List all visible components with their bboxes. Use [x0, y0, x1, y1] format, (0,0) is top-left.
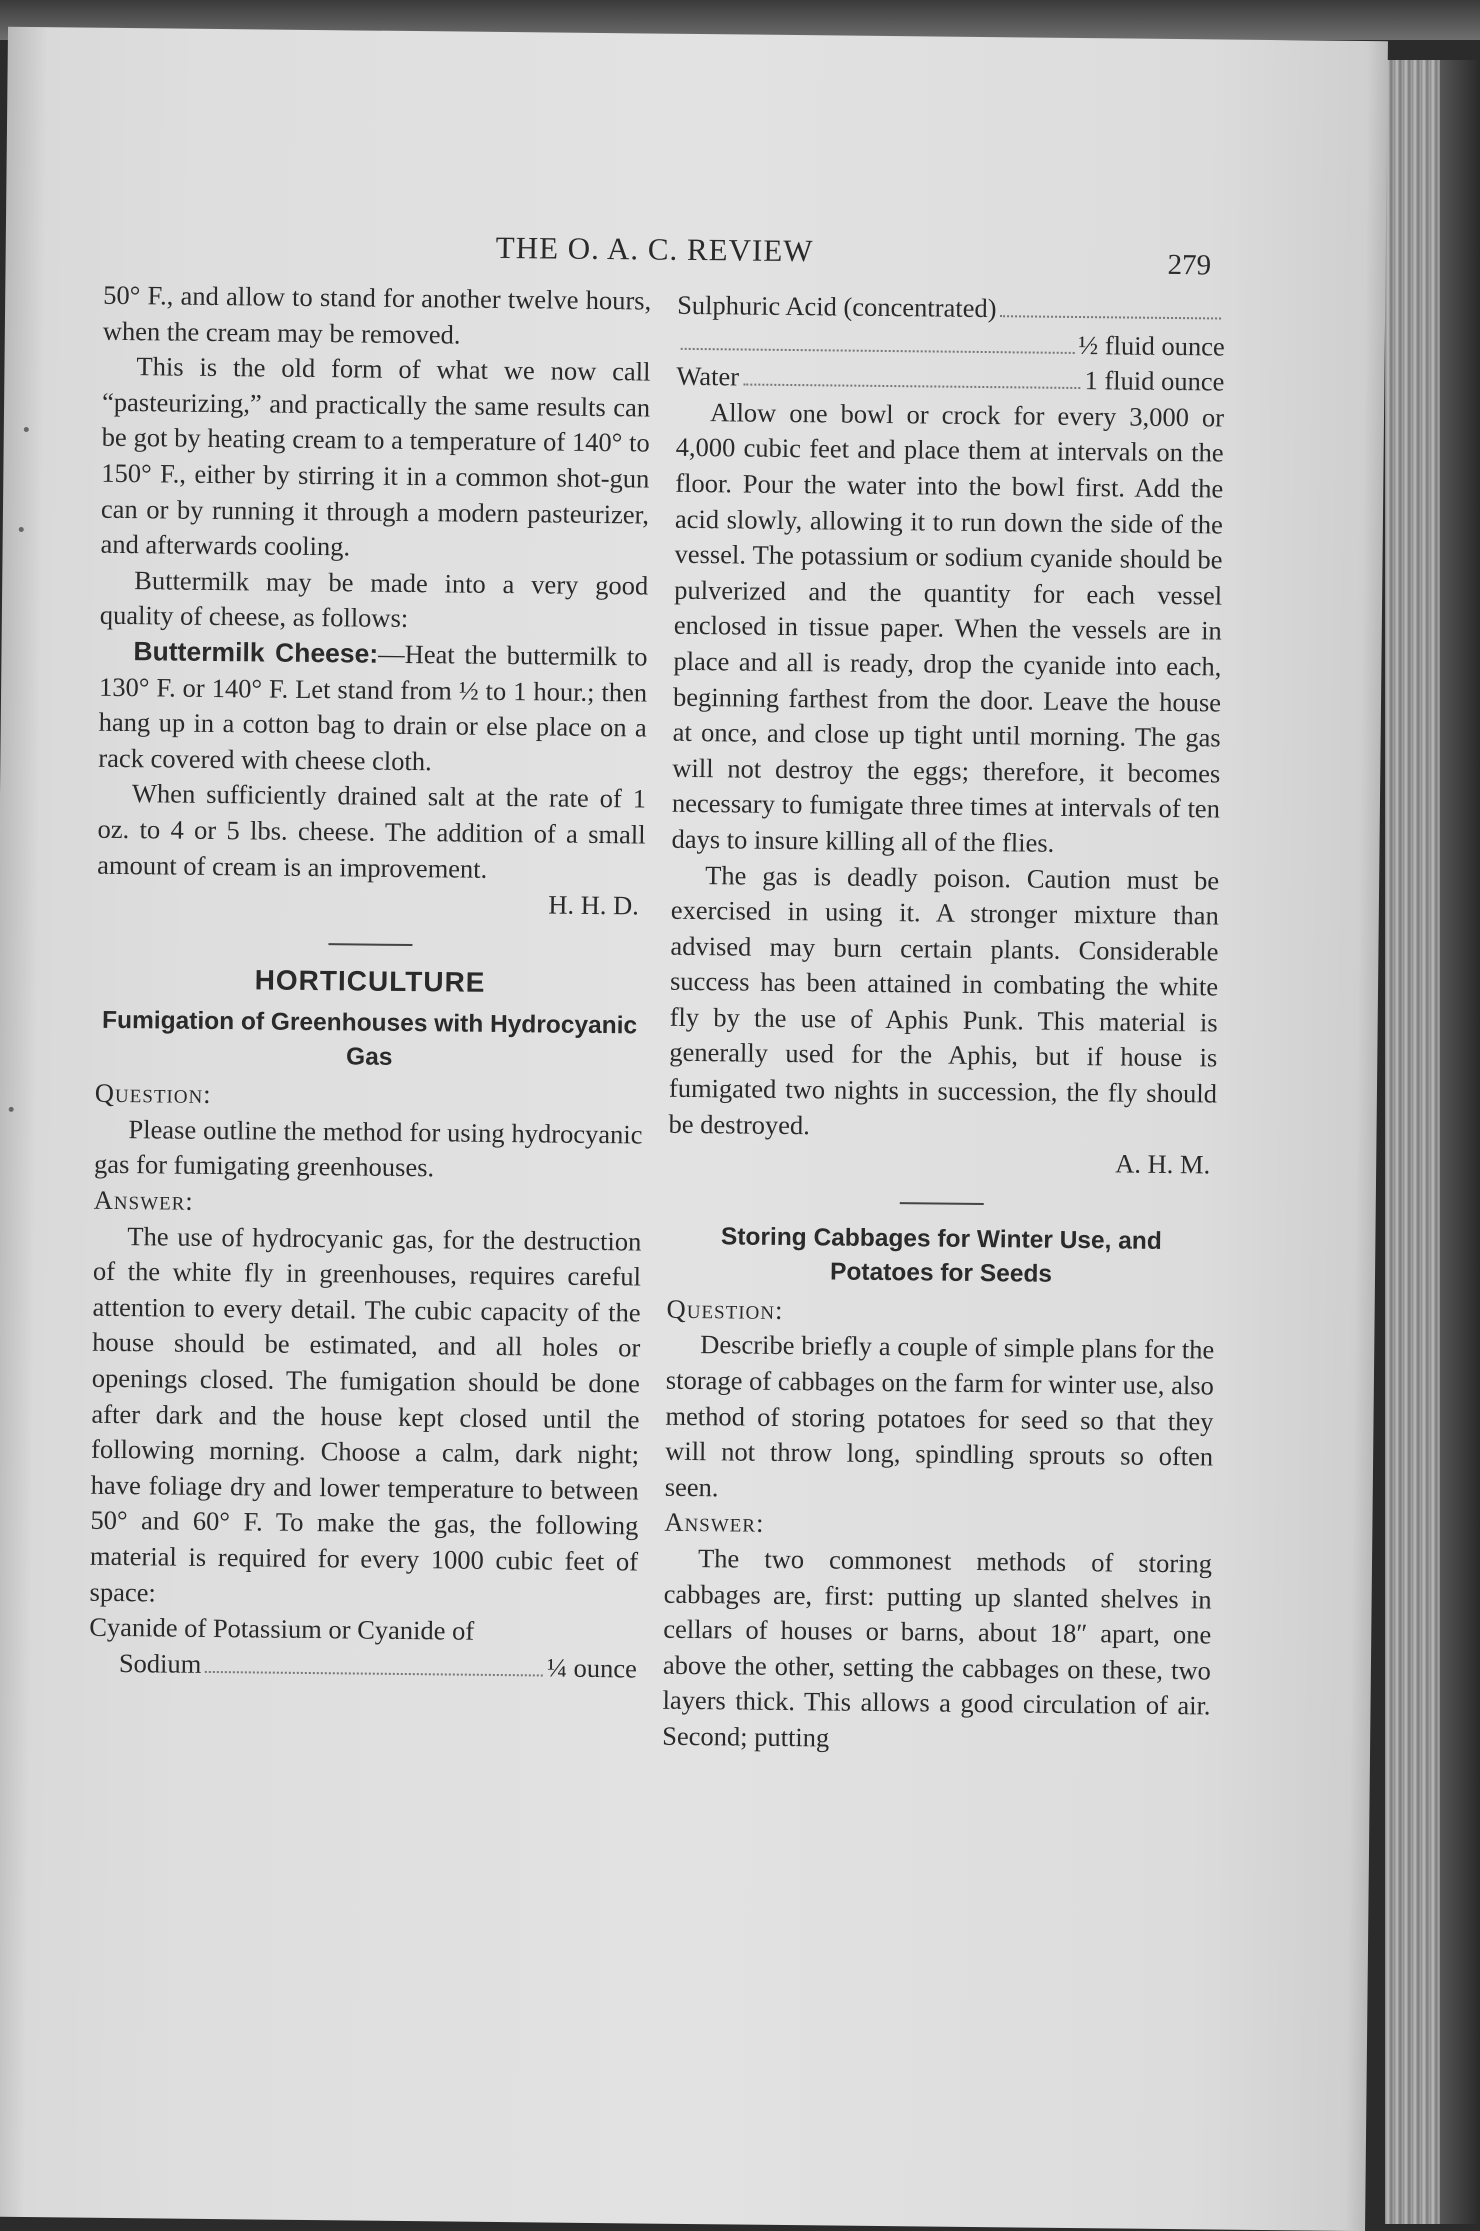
section-divider — [900, 1202, 984, 1205]
author-signature: H. H. D. — [548, 889, 640, 921]
paragraph: Allow one bowl or crock for every 3,000 or 4,000 cubic feet and place them at intervals on the floor. Pour the water into the bowl first. Add the acid slowly, allowing it to run down the side of the vessel. The potassium or sodium cyanide should be pulverized and the quantity for each vessel enclosed in tissue paper. When the vessels are in place and all is ready, drop the cyanide into each, beginning farthest from the door. Leave the house at once, and close up tight until morning. The gas will not destroy the eggs; therefore, it becomes necessary to fumigate three times at intervals of ten days to insure killing all of the flies. — [671, 396, 1225, 858]
ingredient-row — [676, 359, 1224, 400]
ingredient-row — [89, 1645, 637, 1686]
recipe-text: —Heat the buttermilk to 130° F. or 140° F. Let stand from ½ to 1 hour.; then hang up in a cotton bag to drain or else place on a rack covered with cheese cloth. — [98, 638, 648, 776]
paragraph: This is the old form of what we now call “pasteurizing,” and practically the same results can be got by heating cream to a temperature of 140° to 150° F., either by stirring it in a common shot-gun can or by running it through a modern pasteurizer, and afterwards cooling. — [100, 351, 651, 562]
author-signature: A. H. M. — [1115, 1148, 1211, 1180]
answer-text: The two commonest methods of storing cabbages are, first: putting up slanted shelves in cellars of houses or barns, about 18″ apart, one above the other, setting the cabbages on these, two layers thick. This allows a good circulation of air. Second; putting — [662, 1543, 1213, 1753]
ingredient-quantity: 1 fluid ounce — [1084, 365, 1225, 397]
ingredient-row — [677, 323, 1225, 364]
article-title: Storing Cabbages for Winter Use, and Potatoes for Seeds — [720, 1223, 1162, 1288]
question-label: Question: — [94, 1078, 212, 1110]
section-heading: HORTICULTURE — [254, 964, 486, 998]
dot-leader — [681, 347, 1075, 353]
ingredient-name: Sodium — [118, 1647, 202, 1679]
left-column — [89, 278, 652, 1687]
book-page — [0, 27, 1388, 2231]
recipe-label: Buttermilk Cheese: — [133, 636, 379, 669]
page-number: 279 — [1167, 248, 1212, 282]
ingredient-row — [677, 288, 1225, 329]
book-cover-edge — [1440, 60, 1480, 2224]
paragraph: When sufficiently drained salt at the rate of 1 oz. to 4 or 5 lbs. cheese. The addition of a small amount of cream is an improvement. — [97, 778, 647, 884]
section-divider — [328, 943, 412, 946]
scan-speck — [9, 1107, 14, 1112]
ingredient-quantity: ½ fluid ounce — [1078, 329, 1225, 362]
article-title: Fumigation of Greenhouses with Hydrocyanic Gas — [101, 1007, 638, 1072]
ingredient-name: Water — [676, 360, 740, 392]
paragraph: Buttermilk may be made into a very good quality of cheese, as follows: — [99, 564, 649, 634]
question-label: Question: — [666, 1293, 784, 1325]
scan-speck — [24, 427, 29, 432]
question-text: Please outline the method for using hydrocyanic gas for fumigating greenhouses. — [93, 1113, 643, 1183]
dot-leader — [205, 1671, 543, 1677]
paragraph: The gas is deadly poison. Caution must be exercised in using it. A stronger mixture than advised may burn certain plants. Considerable success has been attained in combating the white fly by the use of Aphis Punk. This material is generally used for the Aphis, but if house is fumigated two nights in succession, the fly should be destroyed. — [668, 859, 1220, 1140]
question-text: Describe briefly a couple of simple plans for the storage of cabbages on the farm for winter use, also method of storing potatoes for seed so that they will not throw long, spindling sprouts so often seen. — [664, 1329, 1215, 1503]
running-head: THE O. A. C. REVIEW — [495, 229, 814, 269]
answer-label: Answer: — [93, 1184, 194, 1216]
ingredient-quantity: ¼ ounce — [546, 1652, 638, 1684]
dot-leader — [1000, 315, 1221, 319]
answer-text: The use of hydrocyanic gas, for the destruction of the white fly in greenhouses, requires careful attention to every detail. The cubic capacity of the house should be estimated, and all holes or openings closed. The fumigation should be done after dark and the house kept closed until the following morning. Choose a calm, dark night; have foliage dry and lower temperature to between 50° and 60° F. To make the gas, the following material is required for every 1000 cubic feet of space: — [89, 1220, 642, 1608]
paragraph — [98, 634, 647, 782]
ingredient-line: Cyanide of Potassium or Cyanide of — [89, 1611, 475, 1646]
dot-leader — [743, 384, 1081, 390]
right-column — [662, 288, 1225, 1760]
page-header — [6, 207, 1386, 282]
scan-speck — [19, 527, 24, 532]
answer-label: Answer: — [664, 1507, 765, 1539]
ingredient-name: Sulphuric Acid (concentrated) — [677, 289, 997, 324]
paragraph: 50° F., and allow to stand for another twelve hours, when the cream may be removed. — [102, 279, 652, 350]
